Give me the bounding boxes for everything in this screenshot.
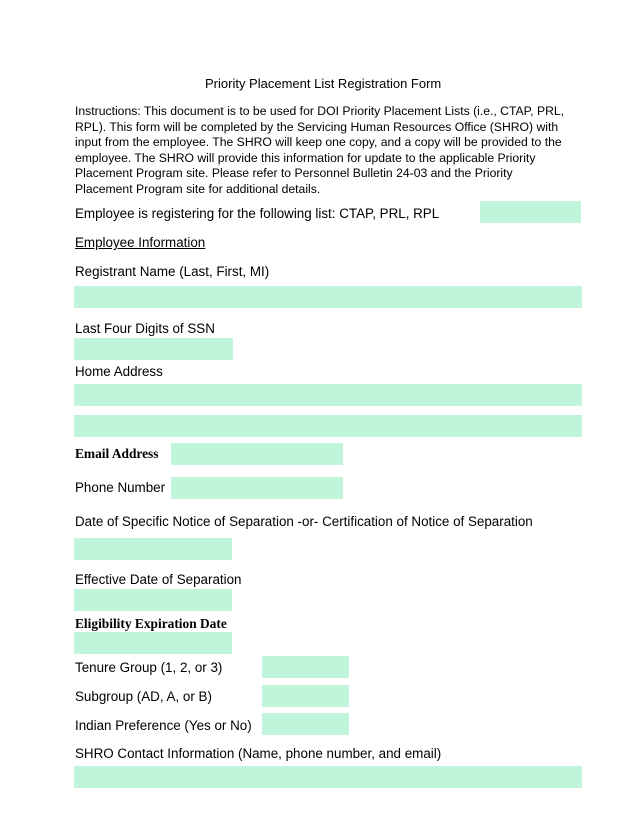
indian-preference-label: Indian Preference (Yes or No) <box>75 718 252 733</box>
shro-contact-label: SHRO Contact Information (Name, phone number, and email) <box>75 746 442 761</box>
instructions-text: Instructions: This document is to be used for DOI Priority Placement Lists (i.e., CTAP, PRL, RPL). This form will be completed by the Servicing Human Resources Office (SHRO) with input from the employee. The SHRO will keep one copy, and a copy will be provided to the employee. The SHRO will provide this information for update to the applicable Priority Placement Program site. Please refer to Personnel Bulletin 24-03 and the Priority Placement Program site for additional details. <box>75 104 565 196</box>
eligibility-expiration-field[interactable] <box>74 632 232 654</box>
home-address-field-line1[interactable] <box>74 384 582 406</box>
phone-number-label: Phone Number <box>75 480 166 495</box>
list-selection-field[interactable] <box>480 201 581 223</box>
home-address-field-line2[interactable] <box>74 415 582 437</box>
section-heading-employee-information: Employee Information <box>75 235 206 250</box>
home-address-label: Home Address <box>75 364 163 379</box>
email-address-field[interactable] <box>171 443 343 465</box>
notice-date-label: Date of Specific Notice of Separation -or- Certification of Notice of Separation <box>75 514 533 529</box>
ssn-last-four-field[interactable] <box>74 338 233 360</box>
tenure-group-label: Tenure Group (1, 2, or 3) <box>75 660 223 675</box>
email-address-label: Email Address <box>75 446 159 461</box>
effective-date-field[interactable] <box>74 589 232 611</box>
shro-contact-field[interactable] <box>74 766 582 788</box>
list-selection-label: Employee is registering for the following list: CTAP, PRL, RPL <box>75 206 440 221</box>
subgroup-field[interactable] <box>262 685 349 707</box>
registrant-name-field[interactable] <box>74 286 582 308</box>
eligibility-expiration-label: Eligibility Expiration Date <box>75 616 227 631</box>
ssn-last-four-label: Last Four Digits of SSN <box>75 321 215 336</box>
registrant-name-label: Registrant Name (Last, First, MI) <box>75 264 270 279</box>
indian-preference-field[interactable] <box>262 713 349 735</box>
effective-date-label: Effective Date of Separation <box>75 572 242 587</box>
tenure-group-field[interactable] <box>262 656 349 678</box>
subgroup-label: Subgroup (AD, A, or B) <box>75 689 212 704</box>
notice-date-field[interactable] <box>74 538 232 560</box>
form-title: Priority Placement List Registration Form <box>205 76 442 91</box>
phone-number-field[interactable] <box>171 477 343 499</box>
